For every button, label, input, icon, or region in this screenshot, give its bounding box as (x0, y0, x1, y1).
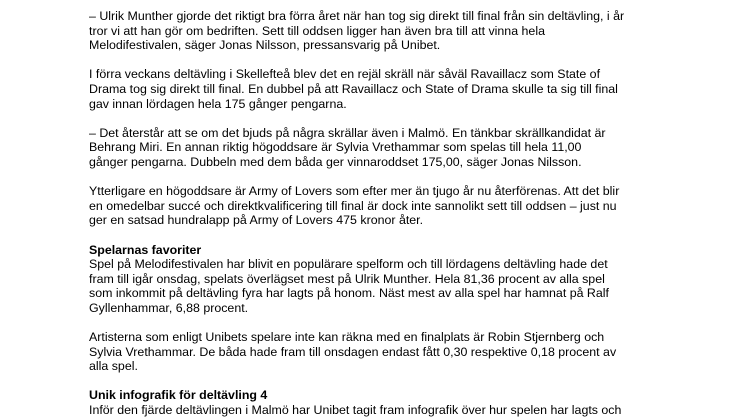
paragraph-army-of-lovers (89, 184, 649, 228)
text-line: gav innan lördagen hela 175 gånger pengarna. (89, 96, 347, 111)
text-line: Behrang Miri. En annan riktig högoddsare är Sylvia Vrethammar som spelas till hela 11,00 (89, 140, 582, 155)
text-line: fram till igår onsdag, spelats överlägset mest på Ulrik Munther. Hela 81,36 procent av alla spel (89, 271, 605, 286)
text-line: – Ulrik Munther gjorde det riktigt bra förra året när han tog sig direkt till final från sin deltävling, i år (89, 9, 625, 23)
text-line: Sylvia Vrethammar. De båda hade fram till onsdagen endast fått 0,30 respektive 0,18 procent av (89, 344, 617, 359)
text-line: ger en satsad hundralapp på Army of Lovers 475 kronor åter. (89, 213, 424, 228)
text-line: alla spel. (89, 359, 138, 374)
paragraph-quote-munther (89, 9, 649, 53)
text-line: gånger pengarna. Dubbeln med dem båda ger vinnaroddset 175,00, säger Jonas Nilsson. (89, 154, 582, 169)
text-line: I förra veckans deltävling i Skellefteå blev det en rejäl skräll när såväl Ravaillacz som State of (89, 67, 601, 82)
paragraph-skelleftea (89, 67, 649, 111)
paragraph-quote-malmo (89, 126, 649, 170)
paragraph-no-final-place (89, 330, 649, 374)
text-line: Inför den fjärde deltävlingen i Malmö har Unibet tagit fram infografik över hur spelen har lagts och (89, 403, 622, 418)
document-page (89, 0, 649, 419)
text-line: som inkommit på deltävling fyra har lagts på honom. Näst mest av alla spel har hamnat på Ralf (89, 286, 609, 301)
text-line: Artisterna som enligt Unibets spelare inte kan räkna med en finalplats är Robin Stjernberg och (89, 330, 605, 345)
text-line: Ytterligare en högoddsare är Army of Lovers som efter mer än tjugo år nu återförenas. Att det blir (89, 184, 620, 199)
section-heading: Spelarnas favoriter (89, 242, 202, 257)
text-line: Spel på Melodifestivalen har blivit en populärare spelform och till lördagens deltävling hade det (89, 257, 608, 272)
section-heading: Unik infografik för deltävling 4 (89, 388, 268, 403)
document-body (89, 9, 649, 419)
text-line: en omedelbar succé och direktkvalificering till final är dock inte sannolikt sett till oddsen – just nu (89, 198, 617, 213)
text-line: Gyllenhammar, 6,88 procent. (89, 300, 249, 315)
text-line: – Det återstår att se om det bjuds på några skrällar även i Malmö. En tänkbar skrällkandidat är (89, 125, 606, 140)
text-line: tror vi att han gör om bedriften. Sett till oddsen ligger han även bra till att vinna hela (89, 23, 545, 38)
section-spelarnas-favoriter (89, 243, 649, 316)
text-line: Melodifestivalen, säger Jonas Nilsson, pressansvarig på Unibet. (89, 38, 441, 53)
section-unik-infografik (89, 388, 649, 417)
text-line: Drama tog sig direkt till final. En dubbel på att Ravaillacz och State of Drama skulle ta sig till final (89, 81, 618, 96)
